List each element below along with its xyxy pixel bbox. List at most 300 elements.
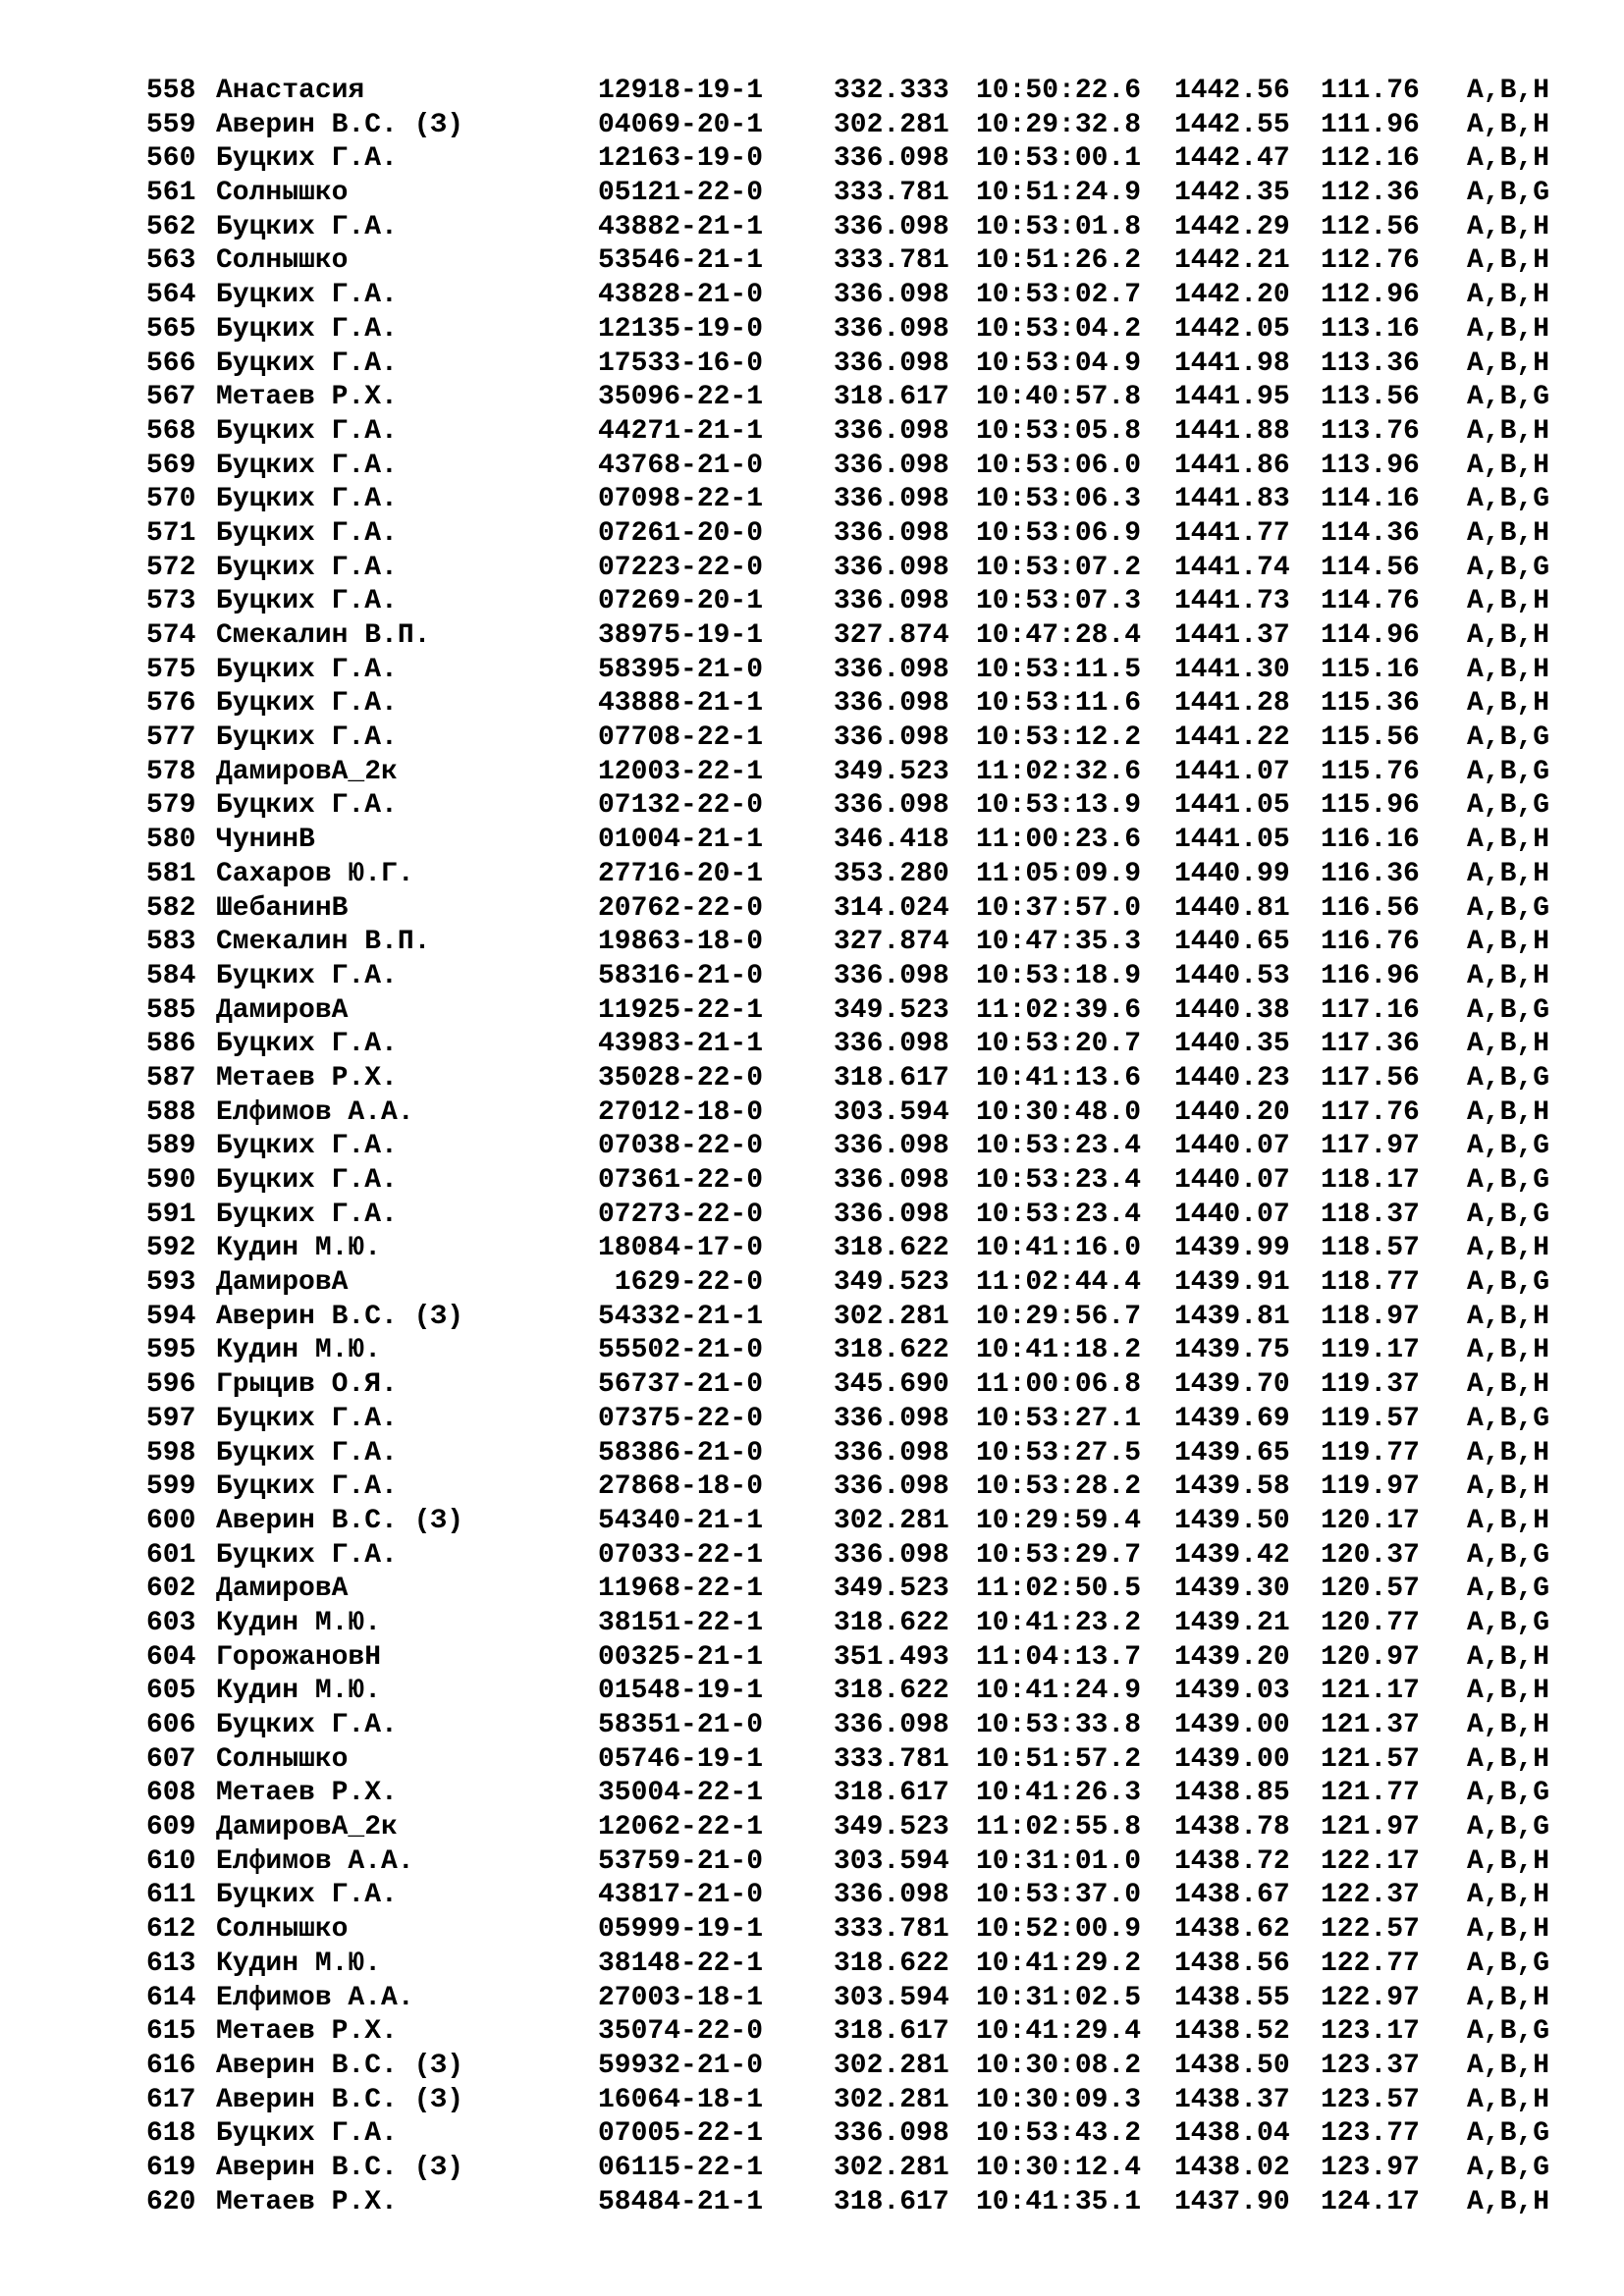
classes: A,B,H — [1467, 313, 1550, 345]
participant-name: Солнышко — [216, 1914, 349, 1946]
speed: 1441.95 — [1174, 382, 1290, 413]
speed: 1442.05 — [1174, 313, 1290, 345]
row-number: 604 — [146, 1641, 196, 1673]
classes: A,B,G — [1467, 1199, 1550, 1230]
row-number: 563 — [146, 245, 196, 277]
ring-id: 58484-21-1 — [598, 2186, 764, 2217]
points: 116.16 — [1321, 825, 1420, 856]
points: 115.36 — [1321, 688, 1420, 720]
participant-name: Кудин М.Ю. — [216, 1233, 382, 1264]
classes: A,B,H — [1467, 1029, 1550, 1060]
speed: 1439.81 — [1174, 1301, 1290, 1332]
points: 116.76 — [1321, 927, 1420, 958]
distance: 336.098 — [834, 960, 949, 991]
ring-id: 07273-22-0 — [598, 1199, 764, 1230]
classes: A,B,H — [1467, 109, 1550, 140]
points: 121.97 — [1321, 1812, 1420, 1843]
ring-id: 12163-19-0 — [598, 143, 764, 175]
arrival-time: 10:53:04.2 — [976, 313, 1142, 345]
classes: A,B,H — [1467, 2186, 1550, 2217]
ring-id: 53546-21-1 — [598, 245, 764, 277]
speed: 1438.62 — [1174, 1914, 1290, 1946]
participant-name: Елфимов А.А. — [216, 1096, 414, 1128]
row-number: 558 — [146, 76, 196, 106]
participant-name: Кудин М.Ю. — [216, 1676, 382, 1707]
arrival-time: 10:53:06.9 — [976, 517, 1142, 549]
classes: A,B,H — [1467, 620, 1550, 651]
row-number: 572 — [146, 552, 196, 583]
ring-id: 43888-21-1 — [598, 688, 764, 720]
participant-name: Буцких Г.А. — [216, 1880, 398, 1911]
points: 122.97 — [1321, 1982, 1420, 2013]
distance: 349.523 — [834, 1574, 949, 1605]
points: 113.96 — [1321, 450, 1420, 481]
participant-name: ЧунинВ — [216, 825, 315, 856]
speed: 1440.99 — [1174, 858, 1290, 889]
distance: 327.874 — [834, 927, 949, 958]
arrival-time: 10:51:26.2 — [976, 245, 1142, 277]
speed: 1440.07 — [1174, 1131, 1290, 1162]
row-number: 605 — [146, 1676, 196, 1707]
points: 114.56 — [1321, 552, 1420, 583]
row-number: 600 — [146, 1505, 196, 1536]
row-number: 579 — [146, 790, 196, 822]
arrival-time: 10:40:57.8 — [976, 382, 1142, 413]
distance: 303.594 — [834, 1982, 949, 2013]
ring-id: 00325-21-1 — [598, 1641, 764, 1673]
points: 122.37 — [1321, 1880, 1420, 1911]
row-number: 614 — [146, 1982, 196, 2013]
participant-name: Аверин В.С. (З) — [216, 2152, 464, 2183]
participant-name: Кудин М.Ю. — [216, 1607, 382, 1638]
speed: 1438.72 — [1174, 1845, 1290, 1877]
classes: A,B,H — [1467, 450, 1550, 481]
ring-id: 06115-22-1 — [598, 2152, 764, 2183]
speed: 1441.30 — [1174, 654, 1290, 685]
arrival-time: 10:53:28.2 — [976, 1471, 1142, 1503]
arrival-time: 10:53:13.9 — [976, 790, 1142, 822]
speed: 1441.86 — [1174, 450, 1290, 481]
row-number: 596 — [146, 1369, 196, 1401]
arrival-time: 10:53:29.7 — [976, 1539, 1142, 1571]
classes: A,B,H — [1467, 415, 1550, 447]
participant-name: Солнышко — [216, 245, 349, 277]
classes: A,B,G — [1467, 2118, 1550, 2150]
ring-id: 38148-22-1 — [598, 1948, 764, 1979]
arrival-time: 10:41:23.2 — [976, 1607, 1142, 1638]
speed: 1441.73 — [1174, 586, 1290, 617]
row-number: 566 — [146, 347, 196, 379]
participant-name: Буцких Г.А. — [216, 1165, 398, 1196]
row-number: 562 — [146, 211, 196, 242]
speed: 1440.81 — [1174, 892, 1290, 924]
row-number: 593 — [146, 1267, 196, 1299]
classes: A,B,G — [1467, 1607, 1550, 1638]
classes: A,B,G — [1467, 178, 1550, 209]
distance: 336.098 — [834, 1437, 949, 1468]
speed: 1438.85 — [1174, 1778, 1290, 1809]
row-number: 617 — [146, 2084, 196, 2115]
speed: 1441.05 — [1174, 825, 1290, 856]
ring-id: 07132-22-0 — [598, 790, 764, 822]
participant-name: Сахаров Ю.Г. — [216, 858, 414, 889]
points: 112.76 — [1321, 245, 1420, 277]
arrival-time: 10:53:12.2 — [976, 722, 1142, 754]
row-number: 567 — [146, 382, 196, 413]
classes: A,B,G — [1467, 382, 1550, 413]
distance: 349.523 — [834, 1267, 949, 1299]
arrival-time: 10:30:09.3 — [976, 2084, 1142, 2115]
classes: A,B,G — [1467, 756, 1550, 787]
participant-name: Метаев Р.Х. — [216, 382, 398, 413]
points: 112.16 — [1321, 143, 1420, 175]
distance: 336.098 — [834, 552, 949, 583]
points: 117.76 — [1321, 1096, 1420, 1128]
participant-name: Елфимов А.А. — [216, 1845, 414, 1877]
ring-id: 07708-22-1 — [598, 722, 764, 754]
arrival-time: 10:41:29.2 — [976, 1948, 1142, 1979]
speed: 1438.02 — [1174, 2152, 1290, 2183]
classes: A,B,G — [1467, 1403, 1550, 1434]
participant-name: Буцких Г.А. — [216, 654, 398, 685]
participant-name: Елфимов А.А. — [216, 1982, 414, 2013]
participant-name: Метаев Р.Х. — [216, 1062, 398, 1094]
points: 123.37 — [1321, 2050, 1420, 2081]
ring-id: 58351-21-0 — [598, 1710, 764, 1740]
participant-name: Аверин В.С. (З) — [216, 2050, 464, 2081]
arrival-time: 10:53:00.1 — [976, 143, 1142, 175]
points: 119.37 — [1321, 1369, 1420, 1401]
row-number: 594 — [146, 1301, 196, 1332]
row-number: 578 — [146, 756, 196, 787]
row-number: 589 — [146, 1131, 196, 1162]
arrival-time: 10:53:23.4 — [976, 1199, 1142, 1230]
ring-id: 07375-22-0 — [598, 1403, 764, 1434]
points: 121.37 — [1321, 1710, 1420, 1740]
points: 117.16 — [1321, 994, 1420, 1026]
ring-id: 12003-22-1 — [598, 756, 764, 787]
arrival-time: 10:53:06.3 — [976, 484, 1142, 515]
points: 114.76 — [1321, 586, 1420, 617]
participant-name: Буцких Г.А. — [216, 1539, 398, 1571]
distance: 336.098 — [834, 450, 949, 481]
distance: 346.418 — [834, 825, 949, 856]
ring-id: 27012-18-0 — [598, 1096, 764, 1128]
points: 116.96 — [1321, 960, 1420, 991]
participant-name: Солнышко — [216, 178, 349, 209]
participant-name: Буцких Г.А. — [216, 211, 398, 242]
points: 115.96 — [1321, 790, 1420, 822]
distance: 349.523 — [834, 994, 949, 1026]
ring-id: 07038-22-0 — [598, 1131, 764, 1162]
points: 121.57 — [1321, 1743, 1420, 1775]
row-number: 581 — [146, 858, 196, 889]
arrival-time: 11:02:55.8 — [976, 1812, 1142, 1843]
speed: 1438.50 — [1174, 2050, 1290, 2081]
distance: 349.523 — [834, 756, 949, 787]
row-number: 616 — [146, 2050, 196, 2081]
ring-id: 12062-22-1 — [598, 1812, 764, 1843]
speed: 1440.07 — [1174, 1165, 1290, 1196]
points: 112.96 — [1321, 280, 1420, 311]
speed: 1440.07 — [1174, 1199, 1290, 1230]
participant-name: Аверин В.С. (З) — [216, 2084, 464, 2115]
points: 115.56 — [1321, 722, 1420, 754]
classes: A,B,H — [1467, 211, 1550, 242]
distance: 333.781 — [834, 1743, 949, 1775]
distance: 336.098 — [834, 722, 949, 754]
participant-name: Буцких Г.А. — [216, 313, 398, 345]
ring-id: 20762-22-0 — [598, 892, 764, 924]
arrival-time: 10:53:04.9 — [976, 347, 1142, 379]
speed: 1439.03 — [1174, 1676, 1290, 1707]
row-number: 620 — [146, 2186, 196, 2217]
classes: A,B,H — [1467, 1641, 1550, 1673]
arrival-time: 10:52:00.9 — [976, 1914, 1142, 1946]
row-number: 570 — [146, 484, 196, 515]
speed: 1441.07 — [1174, 756, 1290, 787]
classes: A,B,H — [1467, 245, 1550, 277]
points: 118.77 — [1321, 1267, 1420, 1299]
arrival-time: 10:53:18.9 — [976, 960, 1142, 991]
classes: A,B,H — [1467, 688, 1550, 720]
arrival-time: 10:53:05.8 — [976, 415, 1142, 447]
points: 122.57 — [1321, 1914, 1420, 1946]
classes: A,B,H — [1467, 1880, 1550, 1911]
speed: 1441.98 — [1174, 347, 1290, 379]
speed: 1442.55 — [1174, 109, 1290, 140]
points: 119.77 — [1321, 1437, 1420, 1468]
row-number: 559 — [146, 109, 196, 140]
arrival-time: 10:29:56.7 — [976, 1301, 1142, 1332]
participant-name: Метаев Р.Х. — [216, 1778, 398, 1809]
distance: 302.281 — [834, 2084, 949, 2115]
ring-id: 58395-21-0 — [598, 654, 764, 685]
participant-name: Буцких Г.А. — [216, 415, 398, 447]
classes: A,B,G — [1467, 2016, 1550, 2048]
row-number: 608 — [146, 1778, 196, 1809]
row-number: 602 — [146, 1574, 196, 1605]
speed: 1440.53 — [1174, 960, 1290, 991]
classes: A,B,G — [1467, 892, 1550, 924]
ring-id: 05746-19-1 — [598, 1743, 764, 1775]
classes: A,B,H — [1467, 280, 1550, 311]
ring-id: 11925-22-1 — [598, 994, 764, 1026]
ring-id: 07361-22-0 — [598, 1165, 764, 1196]
arrival-time: 11:02:32.6 — [976, 756, 1142, 787]
distance: 314.024 — [834, 892, 949, 924]
classes: A,B,H — [1467, 1471, 1550, 1503]
arrival-time: 11:05:09.9 — [976, 858, 1142, 889]
speed: 1439.21 — [1174, 1607, 1290, 1638]
points: 112.36 — [1321, 178, 1420, 209]
participant-name: Буцких Г.А. — [216, 552, 398, 583]
speed: 1438.78 — [1174, 1812, 1290, 1843]
ring-id: 01548-19-1 — [598, 1676, 764, 1707]
distance: 327.874 — [834, 620, 949, 651]
points: 111.76 — [1321, 76, 1420, 106]
classes: A,B,H — [1467, 1233, 1550, 1264]
ring-id: 35028-22-0 — [598, 1062, 764, 1094]
ring-id: 38975-19-1 — [598, 620, 764, 651]
arrival-time: 10:47:28.4 — [976, 620, 1142, 651]
row-number: 565 — [146, 313, 196, 345]
points: 123.97 — [1321, 2152, 1420, 2183]
classes: A,B,G — [1467, 1778, 1550, 1809]
ring-id: 55502-21-0 — [598, 1335, 764, 1366]
arrival-time: 11:00:06.8 — [976, 1369, 1142, 1401]
classes: A,B,G — [1467, 790, 1550, 822]
participant-name: Буцких Г.А. — [216, 688, 398, 720]
ring-id: 07269-20-1 — [598, 586, 764, 617]
distance: 318.617 — [834, 382, 949, 413]
points: 120.77 — [1321, 1607, 1420, 1638]
participant-name: ДамировА — [216, 1267, 349, 1299]
classes: A,B,G — [1467, 1267, 1550, 1299]
arrival-time: 10:30:48.0 — [976, 1096, 1142, 1128]
speed: 1441.83 — [1174, 484, 1290, 515]
classes: A,B,H — [1467, 143, 1550, 175]
participant-name: Грыцив О.Я. — [216, 1369, 398, 1401]
participant-name: ДамировА — [216, 994, 349, 1026]
distance: 336.098 — [834, 313, 949, 345]
points: 120.57 — [1321, 1574, 1420, 1605]
participant-name: Кудин М.Ю. — [216, 1948, 382, 1979]
participant-name: Аверин В.С. (З) — [216, 1505, 464, 1536]
speed: 1439.65 — [1174, 1437, 1290, 1468]
distance: 303.594 — [834, 1096, 949, 1128]
classes: A,B,G — [1467, 722, 1550, 754]
row-number: 585 — [146, 994, 196, 1026]
row-number: 601 — [146, 1539, 196, 1571]
points: 123.77 — [1321, 2118, 1420, 2150]
row-number: 560 — [146, 143, 196, 175]
arrival-time: 10:41:29.4 — [976, 2016, 1142, 2048]
speed: 1441.05 — [1174, 790, 1290, 822]
speed: 1438.56 — [1174, 1948, 1290, 1979]
arrival-time: 10:41:18.2 — [976, 1335, 1142, 1366]
ring-id: 44271-21-1 — [598, 415, 764, 447]
points: 116.56 — [1321, 892, 1420, 924]
row-number: 619 — [146, 2152, 196, 2183]
ring-id: 53759-21-0 — [598, 1845, 764, 1877]
points: 122.17 — [1321, 1845, 1420, 1877]
classes: A,B,G — [1467, 1812, 1550, 1843]
ring-id: 35004-22-1 — [598, 1778, 764, 1809]
speed: 1440.20 — [1174, 1096, 1290, 1128]
ring-id: 27716-20-1 — [598, 858, 764, 889]
speed: 1439.00 — [1174, 1710, 1290, 1740]
ring-id: 58316-21-0 — [598, 960, 764, 991]
row-number: 568 — [146, 415, 196, 447]
ring-id: 27003-18-1 — [598, 1982, 764, 2013]
points: 123.17 — [1321, 2016, 1420, 2048]
speed: 1441.28 — [1174, 688, 1290, 720]
speed: 1442.35 — [1174, 178, 1290, 209]
classes: A,B,H — [1467, 1437, 1550, 1468]
classes: A,B,G — [1467, 994, 1550, 1026]
distance: 302.281 — [834, 2050, 949, 2081]
participant-name: Буцких Г.А. — [216, 790, 398, 822]
row-number: 598 — [146, 1437, 196, 1468]
distance: 351.493 — [834, 1641, 949, 1673]
classes: A,B,H — [1467, 927, 1550, 958]
arrival-time: 11:00:23.6 — [976, 825, 1142, 856]
participant-name: Буцких Г.А. — [216, 347, 398, 379]
row-number: 583 — [146, 927, 196, 958]
participant-name: Кудин М.Ю. — [216, 1335, 382, 1366]
arrival-time: 10:53:27.1 — [976, 1403, 1142, 1434]
arrival-time: 11:02:50.5 — [976, 1574, 1142, 1605]
row-number: 590 — [146, 1165, 196, 1196]
classes: A,B,H — [1467, 1369, 1550, 1401]
points: 120.97 — [1321, 1641, 1420, 1673]
participant-name: ДамировА_2к — [216, 1812, 398, 1843]
row-number: 574 — [146, 620, 196, 651]
participant-name: Буцких Г.А. — [216, 1710, 398, 1740]
participant-name: Буцких Г.А. — [216, 1131, 398, 1162]
arrival-time: 10:53:20.7 — [976, 1029, 1142, 1060]
distance: 336.098 — [834, 2118, 949, 2150]
participant-name: ГорожановН — [216, 1641, 382, 1673]
speed: 1439.70 — [1174, 1369, 1290, 1401]
ring-id: 58386-21-0 — [598, 1437, 764, 1468]
row-number: 576 — [146, 688, 196, 720]
row-number: 606 — [146, 1710, 196, 1740]
row-number: 591 — [146, 1199, 196, 1230]
arrival-time: 10:51:57.2 — [976, 1743, 1142, 1775]
distance: 318.622 — [834, 1948, 949, 1979]
distance: 336.098 — [834, 517, 949, 549]
arrival-time: 10:53:37.0 — [976, 1880, 1142, 1911]
speed: 1438.04 — [1174, 2118, 1290, 2150]
distance: 333.781 — [834, 1914, 949, 1946]
points: 118.37 — [1321, 1199, 1420, 1230]
distance: 336.098 — [834, 280, 949, 311]
points: 119.57 — [1321, 1403, 1420, 1434]
participant-name: ДамировА — [216, 1574, 349, 1605]
ring-id: 43882-21-1 — [598, 211, 764, 242]
points: 117.97 — [1321, 1131, 1420, 1162]
arrival-time: 10:29:59.4 — [976, 1505, 1142, 1536]
participant-name: Буцких Г.А. — [216, 2118, 398, 2150]
classes: A,B,G — [1467, 1131, 1550, 1162]
points: 122.77 — [1321, 1948, 1420, 1979]
points: 114.16 — [1321, 484, 1420, 515]
row-number: 564 — [146, 280, 196, 311]
ring-id: 43768-21-0 — [598, 450, 764, 481]
distance: 332.333 — [834, 76, 949, 106]
row-number: 561 — [146, 178, 196, 209]
ring-id: 1629-22-0 — [598, 1267, 764, 1299]
row-number: 584 — [146, 960, 196, 991]
distance: 336.098 — [834, 347, 949, 379]
classes: A,B,H — [1467, 1845, 1550, 1877]
distance: 336.098 — [834, 1029, 949, 1060]
ring-id: 19863-18-0 — [598, 927, 764, 958]
arrival-time: 10:41:35.1 — [976, 2186, 1142, 2217]
classes: A,B,G — [1467, 552, 1550, 583]
row-number: 571 — [146, 517, 196, 549]
points: 113.16 — [1321, 313, 1420, 345]
distance: 302.281 — [834, 1505, 949, 1536]
ring-id: 38151-22-1 — [598, 1607, 764, 1638]
distance: 353.280 — [834, 858, 949, 889]
row-number: 592 — [146, 1233, 196, 1264]
participant-name: Смекалин В.П. — [216, 927, 431, 958]
classes: A,B,H — [1467, 2050, 1550, 2081]
ring-id: 54332-21-1 — [598, 1301, 764, 1332]
